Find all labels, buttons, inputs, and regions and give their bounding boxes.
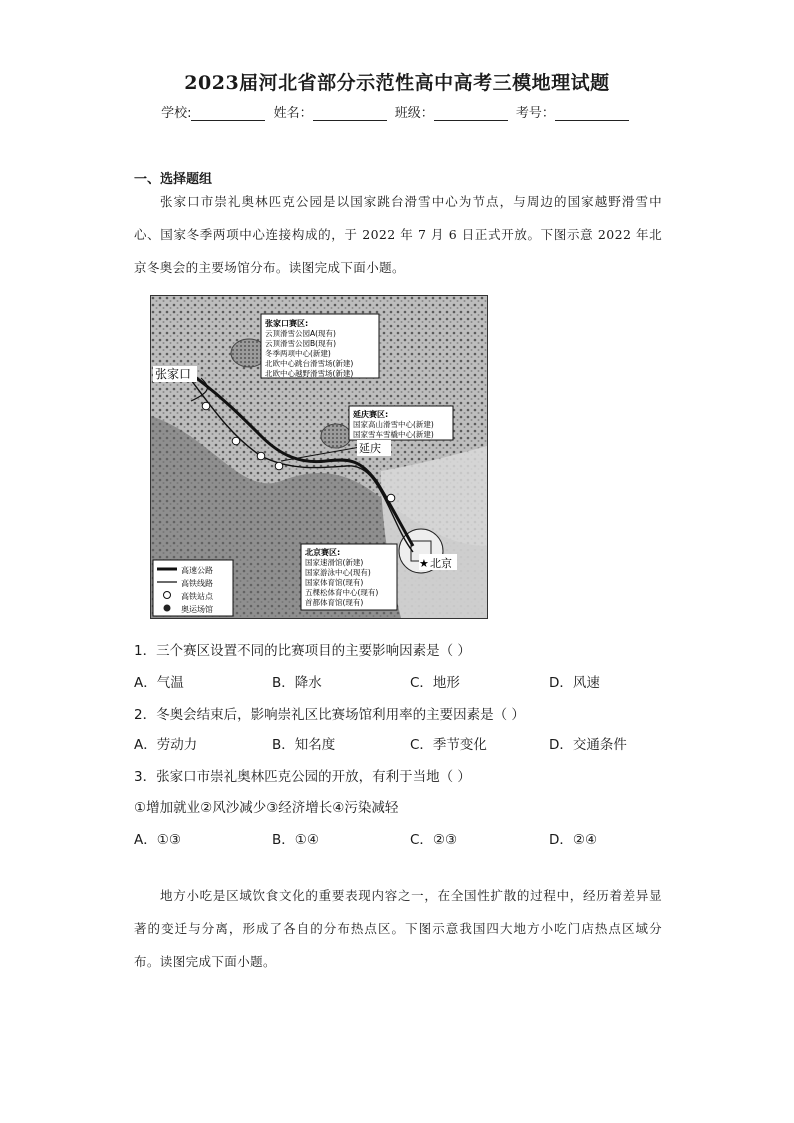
q2-option-c[interactable]: C．季节变化 [410,737,487,753]
question-2-stem: 2．冬奥会结束后，影响崇礼区比赛场馆利用率的主要因素是（ ） [134,707,525,723]
q1-option-c[interactable]: C．地形 [410,675,460,691]
student-info-row [0,102,794,121]
legend-item: 奥运场馆 [181,605,213,614]
name-label: 姓名： [273,106,313,121]
passage-2: 地方小吃是区域饮食文化的重要表现内容之一，在全国性扩散的过程中，经历着差异显著的变迁与分离，形成了各自的分布热点区。下图示意我国四大地方小吃门店热点区域分布。读图完成下面小题。 [134,888,662,969]
q3-option-b[interactable]: B．①④ [272,832,319,848]
zhangjiakou-box-line: 张家口赛区: [265,319,309,328]
exam-number-field[interactable] [555,106,629,121]
q1-option-a[interactable]: A．气温 [134,675,184,691]
q1-option-d[interactable]: D．风速 [549,675,600,691]
class-label: 班级： [394,106,434,121]
beijing-star-icon: ★ [419,557,429,570]
q3-option-c[interactable]: C．②③ [410,832,458,848]
q3-option-d[interactable]: D．②④ [549,832,598,848]
beijing-box-line: 国家体育馆(现有) [305,578,364,587]
q2-option-d[interactable]: D．交通条件 [549,737,627,753]
zhangjiakou-box-line: 云顶滑雪公园B(现有) [265,339,336,348]
question-3-choices: ①增加就业②风沙减少③经济增长④污染减轻 [134,800,399,816]
yanqing-label: 延庆 [359,442,381,455]
zhangjiakou-label: 张家口 [155,367,192,381]
question-1-stem: 1．三个赛区设置不同的比赛项目的主要影响因素是（ ） [134,643,471,659]
beijing-box-line: 北京赛区: [305,548,341,557]
yanqing-box-line: 国家雪车雪橇中心(新建) [353,430,434,439]
zhangjiakou-box-line: 云顶滑雪公园A(现有) [265,329,336,338]
yanqing-box-line: 延庆赛区: [353,410,389,419]
question-3-stem: 3．张家口市崇礼奥林匹克公园的开放，有利于当地（ ） [134,769,471,785]
map-figure [151,296,487,618]
class-field[interactable] [434,106,508,121]
venue-legend-icon [164,605,171,612]
beijing-box-line: 首都体育馆(现有) [305,598,364,607]
q3-option-a[interactable]: A．①③ [134,832,181,848]
section-heading: 一、选择题组 [134,172,213,187]
olympic-venues-map [150,295,488,619]
passage-1: 张家口市崇礼奥林匹克公园是以国家跳台滑雪中心为节点，与周边的国家越野滑雪中心、国家冬季两项中心连接构成的，于 2022 年 7 月 6 日正式开放。下图示意 2022 年北京冬奥会的主要场馆分布。读图完成下面小题。 [134,194,662,275]
school-field[interactable] [191,106,265,121]
zhangjiakou-box-line: 北欧中心越野滑雪场(新建) [265,369,354,378]
beijing-box-line: 国家游泳中心(现有) [305,568,371,577]
legend-item: 高铁线路 [181,579,213,588]
legend-item: 高速公路 [181,566,213,575]
q1-option-b[interactable]: B．降水 [272,675,322,691]
page-title: 2023届河北省部分示范性高中高考三模地理试题 [184,72,610,94]
zhangjiakou-box-line: 北欧中心跳台滑雪场(新建) [265,359,354,368]
beijing-label: 北京 [430,557,452,570]
q2-option-b[interactable]: B．知名度 [272,737,336,753]
beijing-box-line: 国家速滑馆(新建) [305,558,364,567]
yanqing-box-line: 国家高山滑雪中心(新建) [353,420,434,429]
school-label: 学校: [161,106,192,121]
legend-item: 高铁站点 [181,592,213,601]
beijing-box-line: 五棵松体育中心(现有) [305,588,379,597]
name-field[interactable] [313,106,387,121]
station-legend-icon [164,592,171,599]
zhangjiakou-box-line: 冬季两项中心(新建) [265,349,331,358]
exam-number-label: 考号： [515,106,555,121]
q2-option-a[interactable]: A．劳动力 [134,737,198,753]
